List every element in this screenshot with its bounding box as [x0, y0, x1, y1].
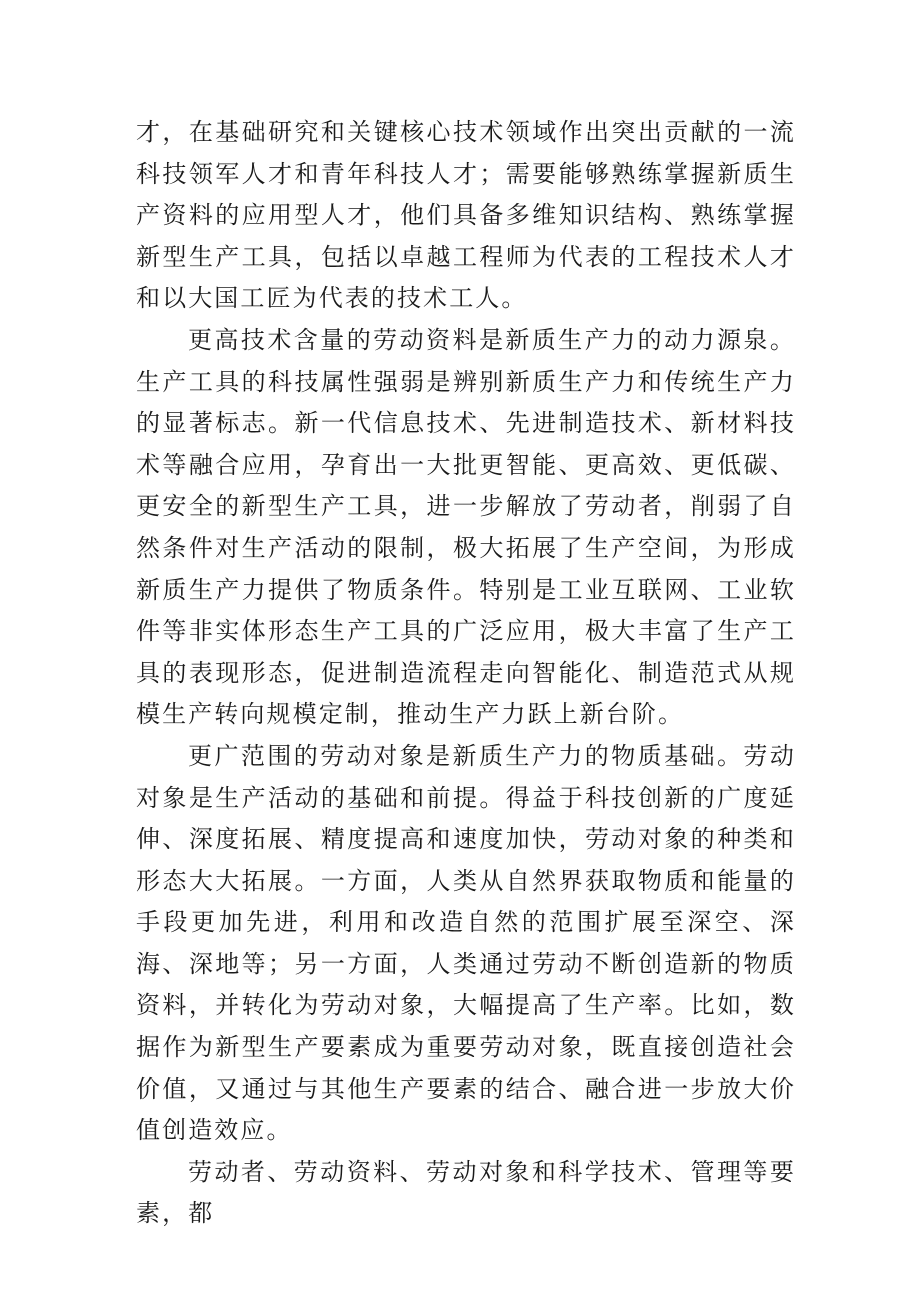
document-body: [136, 112, 796, 1235]
paragraph-labor-materials: 更高技术含量的劳动资料是新质生产力的动力源泉。生产工具的科技属性强弱是辨别新质生产力和传统生产力的显著标志。新一代信息技术、先进制造技术、新材料技术等融合应用，孕育出一大批更智能、更高效、更低碳、更安全的新型生产工具，进一步解放了劳动者，削弱了自然条件对生产活动的限制，极大拓展了生产空间，为形成新质生产力提供了物质条件。特别是工业互联网、工业软件等非实体形态生产工具的广泛应用，极大丰富了生产工具的表现形态，促进制造流程走向智能化、制造范式从规模生产转向规模定制，推动生产力跃上新台阶。: [136, 325, 796, 729]
paragraph-labor-objects: 更广范围的劳动对象是新质生产力的物质基础。劳动对象是生产活动的基础和前提。得益于科技创新的广度延伸、深度拓展、精度提高和速度加快，劳动对象的种类和形态大大拓展。一方面，人类从自然界获取物质和能量的手段更加先进，利用和改造自然的范围扩展至深空、深海、深地等；另一方面，人类通过劳动不断创造新的物质资料，并转化为劳动对象，大幅提高了生产率。比如，数据作为新型生产要素成为重要劳动对象，既直接创造社会价值，又通过与其他生产要素的结合、融合进一步放大价值创造效应。: [136, 741, 796, 1145]
paragraph-factors: 劳动者、劳动资料、劳动对象和科学技术、管理等要素，都: [136, 1157, 796, 1228]
paragraph-continuation: 才，在基础研究和关键核心技术领域作出突出贡献的一流科技领军人才和青年科技人才；需要能够熟练掌握新质生产资料的应用型人才，他们具备多维知识结构、熟练掌握新型生产工具，包括以卓越工程师为代表的工程技术人才和以大国工匠为代表的技术工人。: [136, 118, 796, 313]
